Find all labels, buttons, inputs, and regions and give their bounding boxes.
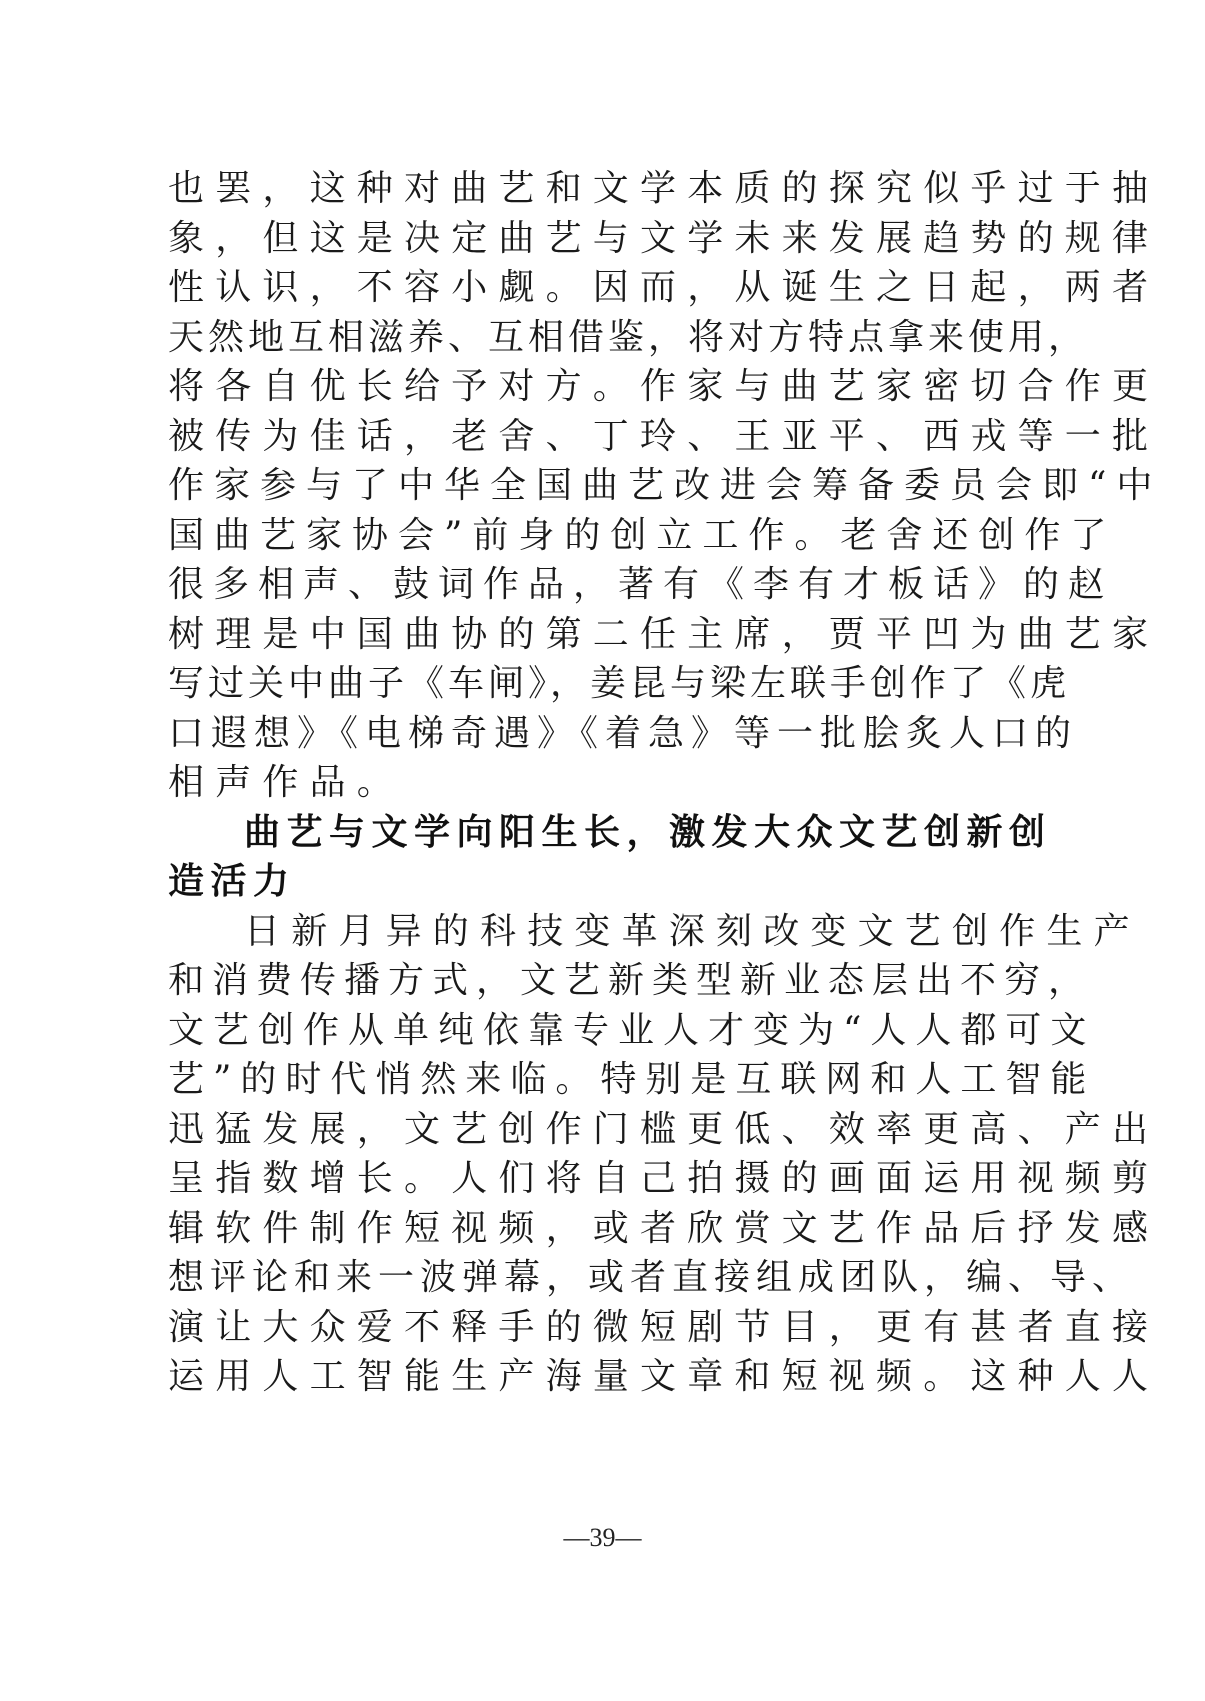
text-line: 运用人工智能生产海量文章和短视频。这种人人 — [168, 1356, 1160, 1397]
text-line: 日新月异的科技变革深刻改变文艺创作生产 — [244, 910, 1141, 952]
text-line: 想评论和来一波弹幕，或者直接组成团队，编、导、 — [168, 1257, 1135, 1298]
text-line: 作家参与了中华全国曲艺改进会筹备委员会即“中 — [168, 465, 1163, 506]
text-line: 口遐想》《电梯奇遇》《着急》等一批脍炙人口的 — [168, 712, 1079, 754]
text-line: 象，但这是决定曲艺与文学未来发展趋势的规律 — [168, 217, 1160, 259]
text-line: 辑软件制作短视频，或者欣赏文艺作品后抒发感 — [168, 1207, 1160, 1249]
body-text — [168, 164, 1163, 1402]
text-line: 很多相声、鼓词作品，著有《李有才板话》的赵 — [168, 564, 1114, 605]
text-line: 国曲艺家协会”前身的创立工作。老舍还创作了 — [168, 514, 1117, 556]
section-heading — [168, 808, 1052, 907]
page-number: —39— — [563, 1523, 642, 1552]
text-line: 树理是中国曲协的第二任主席，贾平凹为曲艺家 — [168, 613, 1160, 655]
text-line: 呈指数增长。人们将自己拍摄的画面运用视频剪 — [168, 1158, 1160, 1199]
paragraph-2 — [168, 907, 1160, 1402]
text-line: 演让大众爱不释手的微短剧节目，更有甚者直接 — [168, 1306, 1160, 1348]
text-line: 也罢，这种对曲艺和文学本质的探究似乎过于抽 — [168, 168, 1160, 209]
text-line: 被传为佳话，老舍、丁玲、王亚平、西戎等一批 — [168, 415, 1160, 457]
text-line: 写过关中曲子《车闸》，姜昆与梁左联手创作了《虎 — [168, 663, 1071, 704]
text-line: 性认识，不容小觑。因而，从诞生之日起，两者 — [168, 267, 1160, 308]
text-line: 文艺创作从单纯依靠专业人才变为“人人都可文 — [168, 1009, 1096, 1051]
text-line: 将各自优长给予对方。作家与曲艺家密切合作更 — [168, 366, 1160, 407]
text-line: 和消费传播方式，文艺新类型新业态层出不穷， — [168, 960, 1093, 1001]
heading-line: 曲艺与文学向阳生长，激发大众文艺创新创 — [244, 811, 1052, 853]
text-line: 迅猛发展，文艺创作门槛更低、效率更高、产出 — [168, 1108, 1160, 1150]
text-line: 相声作品。 — [168, 762, 405, 803]
text-line: 艺”的时代悄然来临。特别是互联网和人工智能 — [168, 1059, 1096, 1100]
text-line: 天然地互相滋养、互相借鉴，将对方特点拿来使用， — [168, 316, 1089, 358]
heading-line: 造活力 — [168, 861, 296, 902]
paragraph-1 — [168, 164, 1163, 808]
